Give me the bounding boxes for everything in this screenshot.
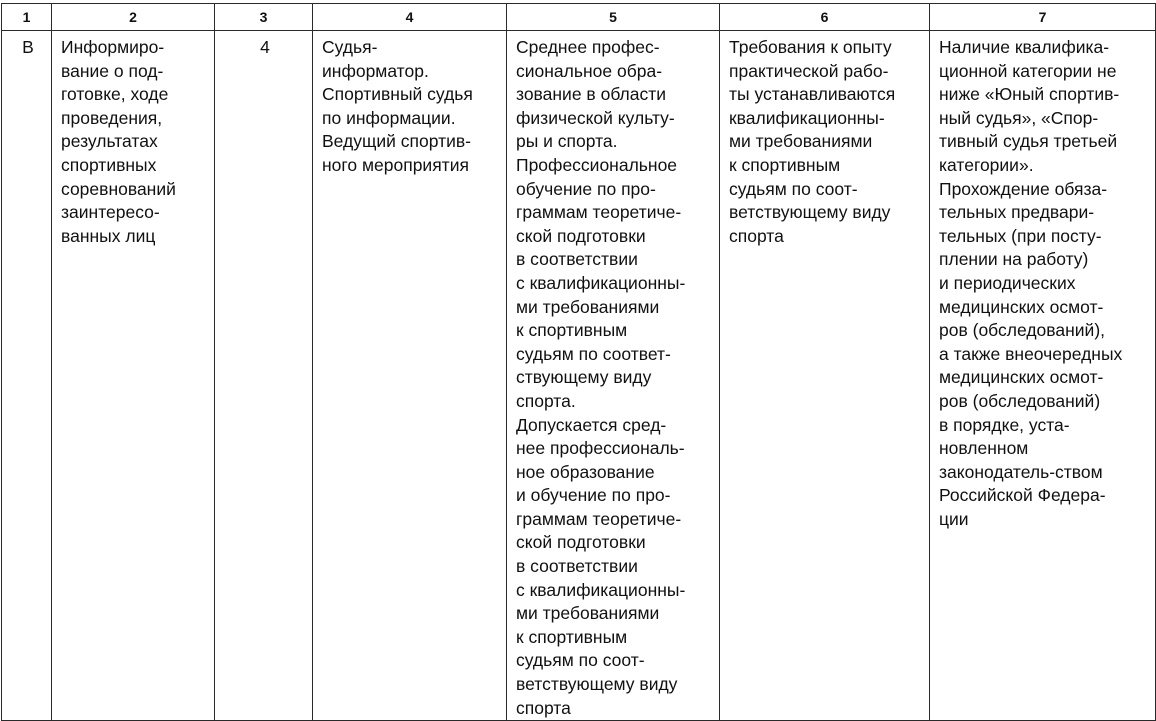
- text-line: тельных (при посту-: [939, 225, 1102, 246]
- text-line: ской подготовки: [516, 225, 646, 246]
- column-header-2: 2: [52, 4, 215, 31]
- text-line: по информации.: [322, 107, 456, 128]
- cell-special-conditions: [930, 31, 1156, 721]
- cell-code: В: [2, 31, 52, 721]
- text-line: к спортивным: [729, 154, 841, 175]
- text-line: судьям по соответ-: [516, 343, 671, 364]
- cell-labor-function: [52, 31, 215, 721]
- text-line: Требования к опыту: [729, 37, 892, 57]
- text-line: с квалификационны-: [516, 272, 686, 293]
- text-line: ми требованиями: [516, 603, 660, 624]
- text-line: к спортивным: [516, 320, 628, 341]
- text-line: ного мероприятия: [322, 154, 469, 175]
- text-line: и обучение по про-: [516, 485, 671, 506]
- text-line: ты устанавливаются: [729, 84, 896, 105]
- text-line: спорта: [729, 225, 784, 246]
- text-line: практической рабо-: [729, 60, 889, 81]
- text-line: тивный судья третьей: [939, 131, 1118, 152]
- text-line: спорта.: [516, 390, 576, 411]
- text-line: заинтересо-: [61, 202, 160, 223]
- text-line: с квалификационны-: [516, 579, 686, 600]
- text-line: а также внеочередных: [939, 343, 1123, 364]
- text-line: законодатель-ством: [939, 461, 1103, 482]
- text-line: ствующему виду: [516, 367, 652, 388]
- text-line: ниже «Юный спортив-: [939, 84, 1120, 105]
- text-line: Судья-: [322, 37, 378, 57]
- column-header-3: 3: [215, 4, 313, 31]
- text-line: ное образование: [516, 461, 655, 482]
- text-line: результатах: [61, 131, 158, 152]
- text-line: медицинских осмот-: [939, 296, 1104, 317]
- text-line: спорта: [516, 697, 571, 718]
- text-line: Прохождение обяза-: [939, 178, 1108, 199]
- text-line: и периодических: [939, 272, 1076, 293]
- text-line: спортивных: [61, 154, 157, 175]
- column-header-6: 6: [720, 4, 930, 31]
- text-line: информатор.: [322, 60, 429, 81]
- text-line: готовке, ходе: [61, 84, 169, 105]
- text-line: ми требованиями: [729, 131, 873, 152]
- document-table: [1, 3, 1156, 721]
- text-line: ветствующему виду: [729, 202, 891, 223]
- text-line: сиональное обра-: [516, 60, 663, 81]
- text-line: Профессиональное: [516, 154, 678, 175]
- cell-education-requirements: [507, 31, 720, 721]
- text-line: ный судья», «Спор-: [939, 107, 1099, 128]
- cell-job-titles: [313, 31, 507, 721]
- column-header-1: 1: [2, 4, 52, 31]
- column-header-5: 5: [507, 4, 720, 31]
- text-line: ров (обследований): [939, 390, 1101, 411]
- text-line: нее профессиональ-: [516, 438, 685, 459]
- text-line: ционной категории не: [939, 60, 1117, 81]
- text-line: вание о под-: [61, 60, 164, 81]
- text-line: Наличие квалифика-: [939, 37, 1110, 57]
- text-line: проведения,: [61, 107, 163, 128]
- cell-qualification-level: 4: [215, 31, 313, 721]
- text-line: новленном: [939, 438, 1029, 459]
- text-line: соревнований: [61, 178, 176, 199]
- column-header-4: 4: [313, 4, 507, 31]
- text-line: граммам теоретиче-: [516, 202, 682, 223]
- text-line: в порядке, уста-: [939, 414, 1070, 435]
- text-line: ванных лиц: [61, 225, 156, 246]
- text-line: Ведущий спортив-: [322, 131, 472, 152]
- header-row: [2, 4, 1156, 31]
- text-line: судьям по соот-: [516, 650, 645, 671]
- text-line: тельных предвари-: [939, 202, 1095, 223]
- text-line: ской подготовки: [516, 532, 646, 553]
- text-line: квалификационны-: [729, 107, 885, 128]
- cell-experience-requirements: [720, 31, 930, 721]
- text-line: ции: [939, 508, 969, 529]
- text-line: в соответствии: [516, 556, 638, 577]
- text-line: зование в области: [516, 84, 667, 105]
- text-line: Среднее профес-: [516, 37, 660, 57]
- text-line: в соответствии: [516, 249, 638, 270]
- text-line: медицинских осмот-: [939, 367, 1104, 388]
- text-line: ветствующему виду: [516, 674, 678, 695]
- text-line: плении на работу): [939, 249, 1089, 270]
- text-line: Российской Федера-: [939, 485, 1106, 506]
- table-row: [2, 31, 1156, 721]
- text-line: физической культу-: [516, 107, 675, 128]
- text-line: категории».: [939, 154, 1034, 175]
- column-header-7: 7: [930, 4, 1156, 31]
- text-line: обучение по про-: [516, 178, 656, 199]
- text-line: ми требованиями: [516, 296, 660, 317]
- text-line: ров (обследований),: [939, 320, 1106, 341]
- text-line: к спортивным: [516, 626, 628, 647]
- text-line: судьям по соот-: [729, 178, 858, 199]
- text-line: Информиро-: [61, 37, 165, 57]
- text-line: ры и спорта.: [516, 131, 618, 152]
- text-line: граммам теоретиче-: [516, 508, 682, 529]
- text-line: Спортивный судья: [322, 84, 473, 105]
- text-line: Допускается сред-: [516, 414, 667, 435]
